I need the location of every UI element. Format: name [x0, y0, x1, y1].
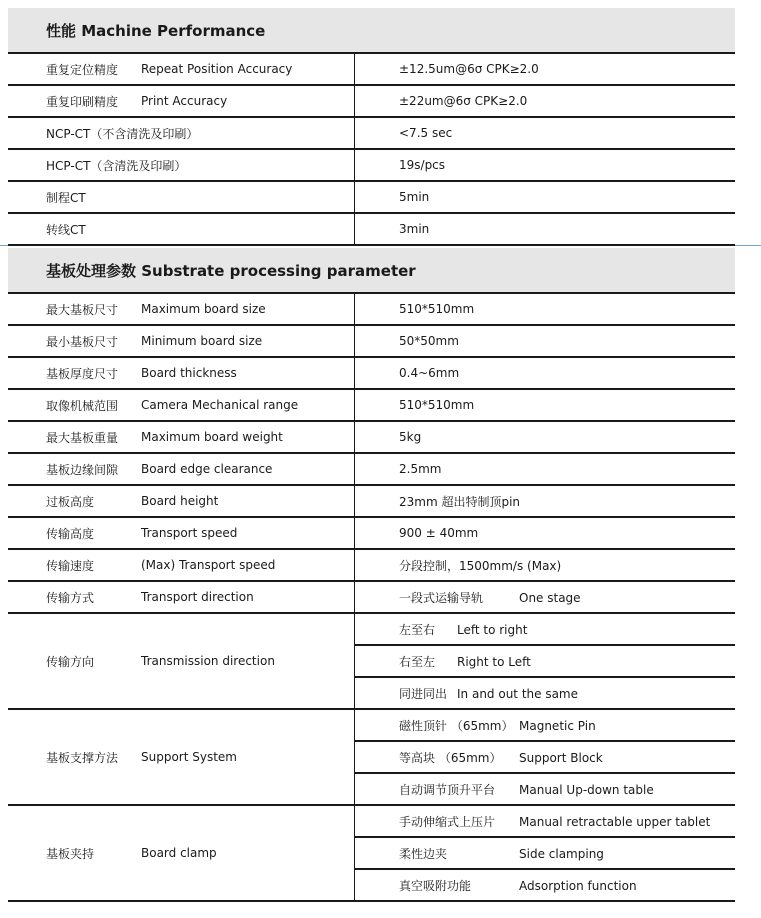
param-en: Transport direction [141, 581, 355, 613]
param-zh: 取像机械范围 [8, 389, 141, 421]
table-row [8, 549, 735, 581]
table-row [8, 181, 735, 213]
param-value [355, 581, 736, 613]
table-row [8, 453, 735, 485]
param-en: Camera Mechanical range [141, 389, 355, 421]
param-value: 5kg [355, 421, 736, 453]
table-row [8, 805, 735, 837]
param-zh: 基板边缘间隙 [8, 453, 141, 485]
param-value: 23mm 超出特制顶pin [355, 485, 736, 517]
value-en: Manual Up-down table [519, 782, 654, 797]
value-zh: 柔性边夹 [399, 846, 448, 861]
value-en: Right to Left [457, 654, 531, 669]
param-en: Support System [141, 709, 355, 805]
value-en: One stage [519, 590, 581, 605]
param-en: Minimum board size [141, 325, 355, 357]
value-zh: 自动调节顶升平台 [399, 782, 496, 797]
param-value: 900 ± 40mm [355, 517, 736, 549]
value-en: Left to right [457, 622, 528, 637]
table-row [8, 149, 735, 181]
param-value: 2.5mm [355, 453, 736, 485]
param-zh: NCP-CT（不含清洗及印刷） [8, 117, 355, 149]
spec-sheet [8, 8, 735, 902]
param-zh: HCP-CT（含清洗及印刷） [8, 149, 355, 181]
param-value [355, 709, 736, 741]
param-en: Transport speed [141, 517, 355, 549]
table-row [8, 485, 735, 517]
table-row [8, 54, 735, 85]
param-value: 3min [355, 213, 736, 245]
param-en: Board edge clearance [141, 453, 355, 485]
value-zh: 左至右 [399, 622, 436, 637]
param-value [355, 645, 736, 677]
param-zh: 转线CT [8, 213, 355, 245]
param-value [355, 741, 736, 773]
param-value: 5min [355, 181, 736, 213]
param-value: 分段控制，1500mm/s (Max) [355, 549, 736, 581]
table-row [8, 357, 735, 389]
param-value: 19s/pcs [355, 149, 736, 181]
value-en: Support Block [519, 750, 603, 765]
value-zh: 等高块 （65mm） [399, 750, 502, 765]
param-zh: 基板厚度尺寸 [8, 357, 141, 389]
param-en: Maximum board weight [141, 421, 355, 453]
param-zh: 基板支撑方法 [8, 709, 141, 805]
value-zh: 右至左 [399, 654, 436, 669]
param-zh: 最大基板重量 [8, 421, 141, 453]
value-zh: 真空吸附功能 [399, 878, 472, 893]
param-en: Repeat Position Accuracy [141, 54, 355, 85]
param-en: (Max) Transport speed [141, 549, 355, 581]
value-zh: 手动伸缩式上压片 [399, 814, 496, 829]
param-zh: 最大基板尺寸 [8, 294, 141, 325]
param-value [355, 613, 736, 645]
value-zh: 一段式运输导轨 [399, 590, 484, 605]
table-row [8, 581, 735, 613]
param-value: 50*50mm [355, 325, 736, 357]
param-zh: 重复印刷精度 [8, 85, 141, 117]
param-zh: 传输方式 [8, 581, 141, 613]
param-value [355, 677, 736, 709]
param-value: 0.4~6mm [355, 357, 736, 389]
param-en: Board height [141, 485, 355, 517]
param-value [355, 869, 736, 901]
table-row [8, 517, 735, 549]
param-en: Board clamp [141, 805, 355, 901]
param-zh: 基板夹持 [8, 805, 141, 901]
param-value: ±22um@6σ CPK≥2.0 [355, 85, 736, 117]
table-row [8, 117, 735, 149]
param-value: <7.5 sec [355, 117, 736, 149]
param-zh: 最小基板尺寸 [8, 325, 141, 357]
table-row [8, 325, 735, 357]
table-row [8, 85, 735, 117]
param-zh: 重复定位精度 [8, 54, 141, 85]
value-zh: 磁性顶针 （65mm） [399, 718, 514, 733]
param-en: Board thickness [141, 357, 355, 389]
param-value: 510*510mm [355, 389, 736, 421]
param-en: Transmission direction [141, 613, 355, 709]
value-en: Side clamping [519, 846, 604, 861]
table-row [8, 421, 735, 453]
param-zh: 传输速度 [8, 549, 141, 581]
table-row [8, 389, 735, 421]
substrate-table [8, 294, 735, 902]
param-zh: 制程CT [8, 181, 355, 213]
section-title-performance: 性能 Machine Performance [8, 8, 735, 54]
value-zh: 同进同出 [399, 686, 448, 701]
param-value [355, 805, 736, 837]
value-en: In and out the same [457, 686, 579, 701]
param-zh: 过板高度 [8, 485, 141, 517]
table-row [8, 213, 735, 245]
param-en: Print Accuracy [141, 85, 355, 117]
section-title-substrate: 基板处理参数 Substrate processing parameter [8, 248, 735, 294]
performance-table [8, 54, 735, 246]
value-en: Manual retractable upper tablet [519, 814, 711, 829]
table-row [8, 613, 735, 645]
param-value [355, 773, 736, 805]
param-zh: 传输方向 [8, 613, 141, 709]
param-zh: 传输高度 [8, 517, 141, 549]
param-en: Maximum board size [141, 294, 355, 325]
table-row [8, 294, 735, 325]
param-value [355, 837, 736, 869]
param-value: ±12.5um@6σ CPK≥2.0 [355, 54, 736, 85]
value-en: Magnetic Pin [519, 718, 596, 733]
param-value: 510*510mm [355, 294, 736, 325]
table-row [8, 709, 735, 741]
value-en: Adsorption function [519, 878, 637, 893]
